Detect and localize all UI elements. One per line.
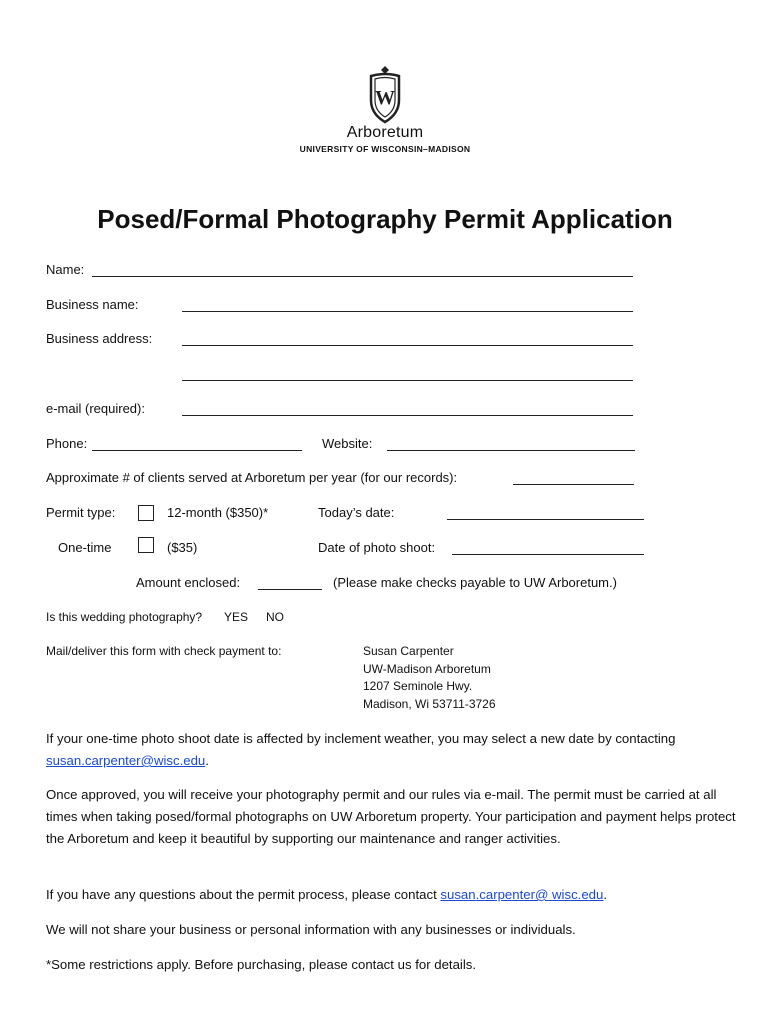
wedding-question: Is this wedding photography?: [46, 610, 203, 624]
one-time-checkbox[interactable]: [138, 537, 154, 553]
wedding-no-option[interactable]: NO: [266, 610, 284, 624]
business-name-label: Business name:: [46, 297, 139, 312]
todays-date-label: Today’s date:: [318, 505, 395, 520]
business-name-field[interactable]: [182, 311, 633, 312]
weather-paragraph: [46, 728, 736, 772]
logo-name: Arboretum: [346, 124, 424, 141]
amount-enclosed-field[interactable]: [258, 589, 322, 590]
address-line: Madison, Wi 53711-3726: [363, 696, 496, 711]
amount-enclosed-label: Amount enclosed:: [136, 575, 241, 590]
mailing-address: [363, 643, 496, 713]
permit-type-label: Permit type:: [46, 505, 116, 520]
business-address-field-line1[interactable]: [182, 345, 633, 346]
todays-date-field[interactable]: [447, 519, 644, 520]
address-line: UW-Madison Arboretum: [363, 661, 491, 676]
arboretum-logo: [0, 64, 770, 154]
uw-crest-icon: [365, 64, 405, 124]
approved-paragraph: Once approved, you will receive your photography permit and our rules via e-mail. The permit must be carried at all times when taking posed/formal photographs on UW Arboretum property. Your participation and payment helps protect the Arboretum and keep it beautiful by supporting our maintenance and ranger activities.: [46, 787, 736, 846]
questions-end: .: [603, 887, 608, 902]
mail-label: Mail/deliver this form with check payment to:: [46, 644, 282, 658]
weather-text: If your one-time photo shoot date is affected by inclement weather, you may select a new date by contacting: [46, 731, 676, 746]
crest-letter: W: [375, 87, 395, 109]
logo-subtitle: UNIVERSITY OF WISCONSIN–MADISON: [299, 144, 471, 154]
website-label: Website:: [322, 436, 373, 451]
photo-shoot-date-label: Date of photo shoot:: [318, 540, 436, 555]
email-label: e-mail (required):: [46, 401, 145, 416]
phone-label: Phone:: [46, 436, 88, 451]
checks-payable-note: (Please make checks payable to UW Arboretum.): [333, 575, 617, 590]
address-line: 1207 Seminole Hwy.: [363, 679, 473, 693]
website-field[interactable]: [387, 450, 635, 451]
clients-label: Approximate # of clients served at Arboretum per year (for our records):: [46, 470, 458, 485]
business-address-label: Business address:: [46, 331, 153, 346]
clients-field[interactable]: [513, 484, 634, 485]
questions-email-link[interactable]: susan.carpenter@ wisc.edu: [440, 887, 604, 902]
photo-shoot-date-field[interactable]: [452, 554, 644, 555]
questions-paragraph: [46, 884, 736, 906]
business-address-field-line2[interactable]: [182, 380, 633, 381]
page-title: Posed/Formal Photography Permit Application: [97, 204, 673, 234]
questions-text: If you have any questions about the permit process, please contact: [46, 887, 437, 902]
weather-email-link[interactable]: susan.carpenter@wisc.edu: [46, 753, 206, 768]
restrictions-paragraph: *Some restrictions apply. Before purchasing, please contact us for details.: [46, 957, 477, 972]
address-line: Susan Carpenter: [363, 644, 454, 658]
one-time-price: ($35): [167, 540, 198, 555]
one-time-label: One-time: [58, 540, 112, 555]
weather-end: .: [205, 753, 209, 768]
name-field[interactable]: [92, 276, 633, 277]
email-field[interactable]: [182, 415, 633, 416]
phone-field[interactable]: [92, 450, 302, 451]
name-label: Name:: [46, 262, 85, 277]
privacy-paragraph: We will not share your business or personal information with any businesses or individuals.: [46, 922, 576, 937]
wedding-yes-option[interactable]: YES: [224, 610, 249, 624]
twelve-month-checkbox[interactable]: [138, 505, 154, 521]
twelve-month-label: 12-month ($350)*: [167, 505, 269, 520]
